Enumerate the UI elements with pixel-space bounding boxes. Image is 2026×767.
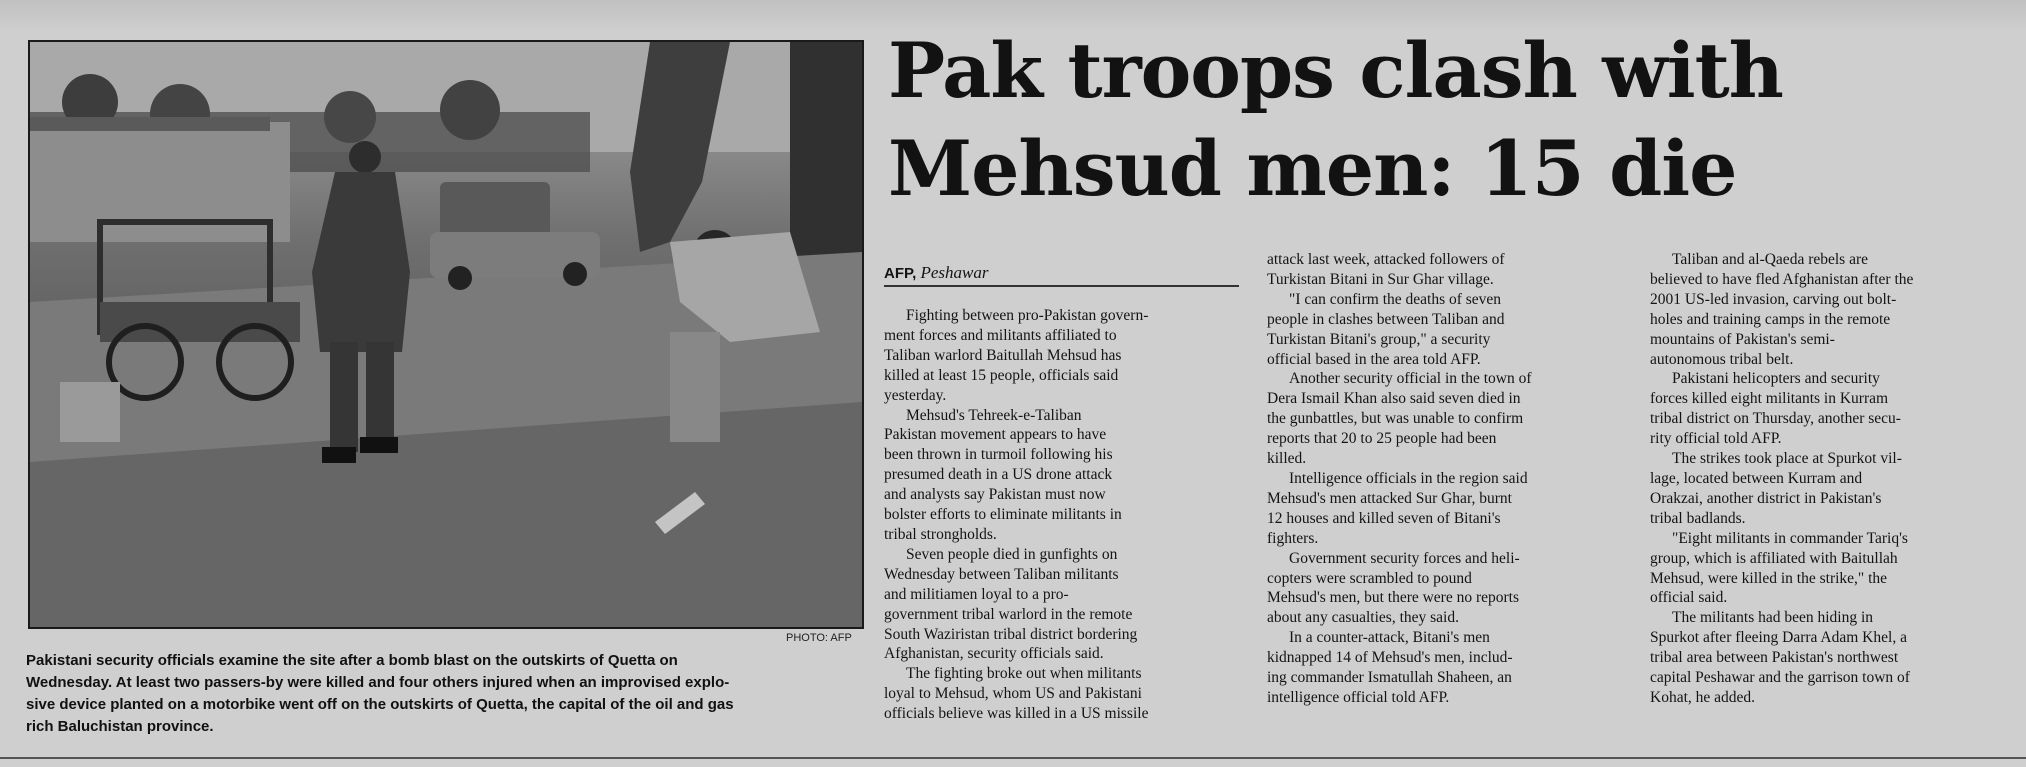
text-line: intelligence official told AFP.: [1267, 688, 1450, 706]
text-line: the gunbattles, but was unable to confirm: [1267, 410, 1524, 428]
text-line: The militants had been hiding in: [1672, 609, 1874, 627]
article-column-2: [1267, 250, 1623, 708]
text-line: Taliban and al-Qaeda rebels are: [1672, 251, 1868, 268]
text-line: autonomous tribal belt.: [1650, 350, 1794, 368]
text-line: about any casualties, they said.: [1267, 609, 1459, 627]
text-line: Pakistani helicopters and security: [1672, 370, 1880, 388]
text-line: The fighting broke out when militants: [906, 665, 1142, 683]
text-line: Seven people died in gunfights on: [906, 545, 1118, 563]
caption-line: rich Baluchistan province.: [26, 718, 214, 735]
text-line: Taliban warlord Baitullah Mehsud has: [884, 346, 1122, 364]
text-line: kidnapped 14 of Mehsud's men, includ-: [1267, 649, 1513, 667]
text-line: Another security official in the town of: [1289, 370, 1532, 388]
headline-line-1: Pak troops clash with: [888, 26, 1783, 115]
caption-line: sive device planted on a motorbike went off on the outskirts of Quetta, the capital of the oil and gas: [26, 696, 734, 713]
text-line: capital Peshawar and the garrison town of: [1650, 669, 1910, 687]
text-line: killed at least 15 people, officials said: [884, 366, 1119, 384]
text-line: tribal badlands.: [1650, 509, 1746, 527]
text-line: copters were scrambled to pound: [1267, 569, 1472, 587]
article-column-3: [1650, 250, 2008, 708]
text-line: Turkistan Bitani's group," a security: [1267, 330, 1491, 348]
headline-line-2: Mehsud men: 15 die: [888, 124, 1737, 213]
text-line: Pakistan movement appears to have: [884, 426, 1107, 444]
text-line: and analysts say Pakistan must now: [884, 486, 1106, 504]
text-line: ing commander Ismatullah Shaheen, an: [1267, 669, 1512, 687]
text-line: Kohat, he added.: [1650, 688, 1756, 706]
text-line: tribal area between Pakistan's northwest: [1650, 649, 1899, 667]
byline-rule: [884, 285, 1239, 287]
text-line: government tribal warlord in the remote: [884, 605, 1133, 623]
text-line: official based in the area told AFP.: [1267, 350, 1481, 368]
text-line: killed.: [1267, 450, 1307, 468]
text-line: Spurkot after fleeing Darra Adam Khel, a: [1650, 629, 1907, 647]
text-line: group, which is affiliated with Baitullah: [1650, 549, 1898, 567]
article-column-1: [884, 306, 1240, 724]
text-line: yesterday.: [884, 386, 947, 404]
text-line: "I can confirm the deaths of seven: [1289, 290, 1502, 308]
text-line: loyal to Mehsud, whom US and Pakistani: [884, 685, 1142, 703]
text-line: 2001 US-led invasion, carving out bolt-: [1650, 290, 1897, 308]
text-line: Mehsud, were killed in the strike," the: [1650, 569, 1888, 587]
text-line: Government security forces and heli-: [1289, 549, 1520, 567]
text-line: Mehsud's men attacked Sur Ghar, burnt: [1267, 489, 1512, 507]
text-line: reports that 20 to 25 people had been: [1267, 430, 1497, 448]
text-line: holes and training camps in the remote: [1650, 310, 1891, 328]
text-line: Mehsud's men, but there were no reports: [1267, 589, 1520, 607]
text-line: ment forces and militants affiliated to: [884, 326, 1117, 344]
text-line: Mehsud's Tehreek-e-Taliban: [906, 406, 1082, 424]
text-line: bolster efforts to eliminate militants in: [884, 506, 1122, 524]
text-line: Orakzai, another district in Pakistan's: [1650, 489, 1882, 507]
text-line: Turkistan Bitani in Sur Ghar village.: [1267, 270, 1494, 288]
text-line: officials believe was killed in a US missile: [884, 705, 1149, 723]
byline-agency: AFP,: [884, 265, 917, 282]
text-line: lage, located between Kurram and: [1650, 469, 1863, 487]
text-line: tribal district on Thursday, another secu-: [1650, 410, 1901, 428]
photo-credit: PHOTO: AFP: [786, 632, 852, 644]
text-line: fighters.: [1267, 529, 1319, 547]
news-photo: [28, 40, 864, 629]
text-line: people in clashes between Taliban and: [1267, 310, 1505, 328]
photo-caption: [26, 650, 862, 738]
text-line: Intelligence officials in the region said: [1289, 469, 1528, 487]
text-line: "Eight militants in commander Tariq's: [1672, 529, 1908, 547]
byline: [884, 263, 988, 283]
text-line: mountains of Pakistan's semi-: [1650, 330, 1835, 348]
text-line: Fighting between pro-Pakistan govern-: [906, 307, 1149, 324]
text-line: Dera Ismail Khan also said seven died in: [1267, 390, 1521, 408]
text-line: believed to have fled Afghanistan after the: [1650, 270, 1914, 288]
text-line: official said.: [1650, 589, 1728, 607]
text-line: 12 houses and killed seven of Bitani's: [1267, 509, 1501, 527]
photo-scene-illustration: [30, 42, 862, 627]
article-headline: [888, 22, 2008, 218]
text-line: attack last week, attacked followers of: [1267, 251, 1505, 268]
text-line: Afghanistan, security officials said.: [884, 645, 1104, 663]
text-line: tribal strongholds.: [884, 525, 997, 543]
text-line: forces killed eight militants in Kurram: [1650, 390, 1889, 408]
text-line: Wednesday between Taliban militants: [884, 565, 1119, 583]
caption-line: Wednesday. At least two passers-by were killed and four others injured when an improvised explo-: [26, 674, 730, 691]
byline-place: Peshawar: [920, 263, 989, 282]
text-line: been thrown in turmoil following his: [884, 446, 1113, 464]
text-line: rity official told AFP.: [1650, 430, 1782, 448]
text-line: South Waziristan tribal district bordering: [884, 625, 1138, 643]
caption-line: Pakistani security officials examine the site after a bomb blast on the outskirts of Quetta on: [26, 652, 678, 669]
text-line: and militiamen loyal to a pro-: [884, 585, 1069, 603]
text-line: The strikes took place at Spurkot vil-: [1672, 450, 1902, 468]
text-line: presumed death in a US drone attack: [884, 466, 1113, 484]
page-bottom-rule: [0, 757, 2026, 759]
text-line: In a counter-attack, Bitani's men: [1289, 629, 1490, 647]
